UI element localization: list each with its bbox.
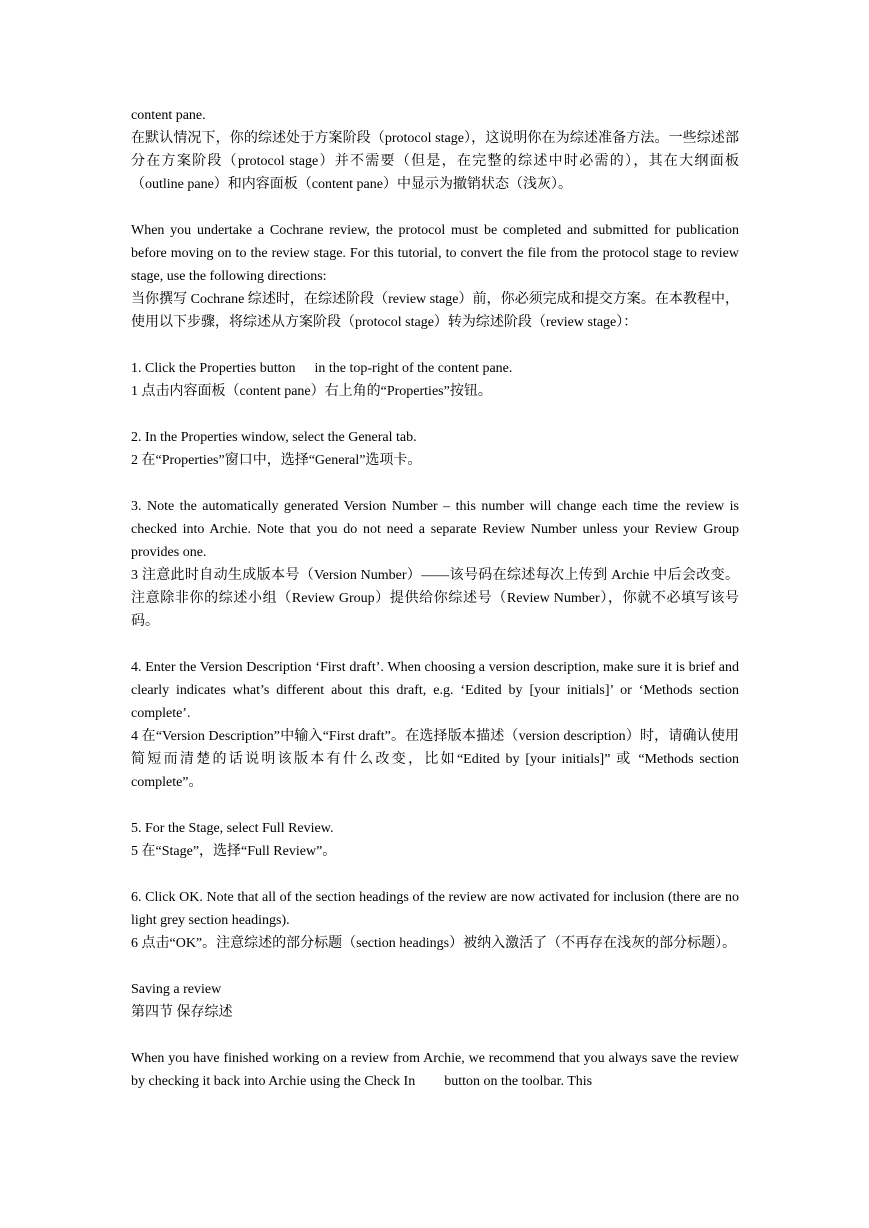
section-heading-en: Saving a review [131, 982, 222, 997]
step-2-zh: 2 在“Properties”窗口中，选择“General”选项卡。 [131, 453, 422, 468]
step-5-en: 5. For the Stage, select Full Review. [131, 821, 334, 836]
final-paragraph-a: When you have finished working on a review from Archie, we recommend that you always save the review by checking it back into Archie using the Check In [131, 1051, 739, 1089]
step-4-en: 4. Enter the Version Description ‘First draft’. When choosing a version description, make sure it is brief and clearly indicates what’s different about this draft, e.g. ‘Edited by [your initials]’ or ‘Methods section complete’. [131, 660, 739, 721]
step-3-en: 3. Note the automatically generated Version Number – this number will change each time the review is checked into Archie. Note that you do not need a separate Review Number unless your Review Group provides one. [131, 499, 739, 560]
document-page [131, 104, 739, 1093]
step-3-zh: 3 注意此时自动生成版本号（Version Number）——该号码在综述每次上传到 Archie 中后会改变。注意除非你的综述小组（Review Group）提供给你综述号（Review Number），你就不必填写该号码。 [131, 568, 739, 629]
step-2-en: 2. In the Properties window, select the General tab. [131, 430, 417, 445]
step-6-zh: 6 点击“OK”。注意综述的部分标题（section headings）被纳入激活了（不再存在浅灰的部分标题）。 [131, 936, 737, 951]
step-6-en: 6. Click OK. Note that all of the section headings of the review are now activated for inclusion (there are no light grey section headings). [131, 890, 739, 928]
final-paragraph [131, 1047, 739, 1093]
step-1-en [131, 357, 739, 380]
step-4-zh: 4 在“Version Description”中输入“First draft”。在选择版本描述（version description）时，请确认使用简短而清楚的话说明该版本有什么改变，比如“Edited by [your initials]” 或 “Methods section complete”。 [131, 729, 739, 790]
properties-icon [299, 364, 311, 374]
section-heading-zh: 第四节 保存综述 [131, 1005, 233, 1020]
paragraph: 当你撰写 Cochrane 综述时，在综述阶段（review stage）前，你必须完成和提交方案。在本教程中，使用以下步骤，将综述从方案阶段（protocol stage）转为综述阶段（review stage）： [131, 292, 739, 330]
step-5-zh: 5 在“Stage”，选择“Full Review”。 [131, 844, 337, 859]
paragraph: 在默认情况下，你的综述处于方案阶段（protocol stage），这说明你在为综述准备方法。一些综述部分在方案阶段（protocol stage）并不需要（但是，在完整的综述中时必需的），其在大纲面板（outline pane）和内容面板（content pane）中显示为撤销状态（浅灰）。 [131, 131, 739, 192]
paragraph: When you undertake a Cochrane review, the protocol must be completed and submitted for publication before moving on to the review stage. For this tutorial, to convert the file from the protocol stage to review stage, use the following directions: [131, 223, 739, 284]
step-1-zh: 1 点击内容面板（content pane）右上角的“Properties”按钮。 [131, 384, 492, 399]
check-in-icon [419, 1077, 441, 1087]
final-paragraph-b: button on the toolbar. This [444, 1074, 593, 1089]
step-1-en-a: 1. Click the Properties button [131, 361, 296, 376]
step-1-en-b: in the top-right of the content pane. [314, 361, 513, 376]
paragraph: content pane. [131, 108, 206, 123]
